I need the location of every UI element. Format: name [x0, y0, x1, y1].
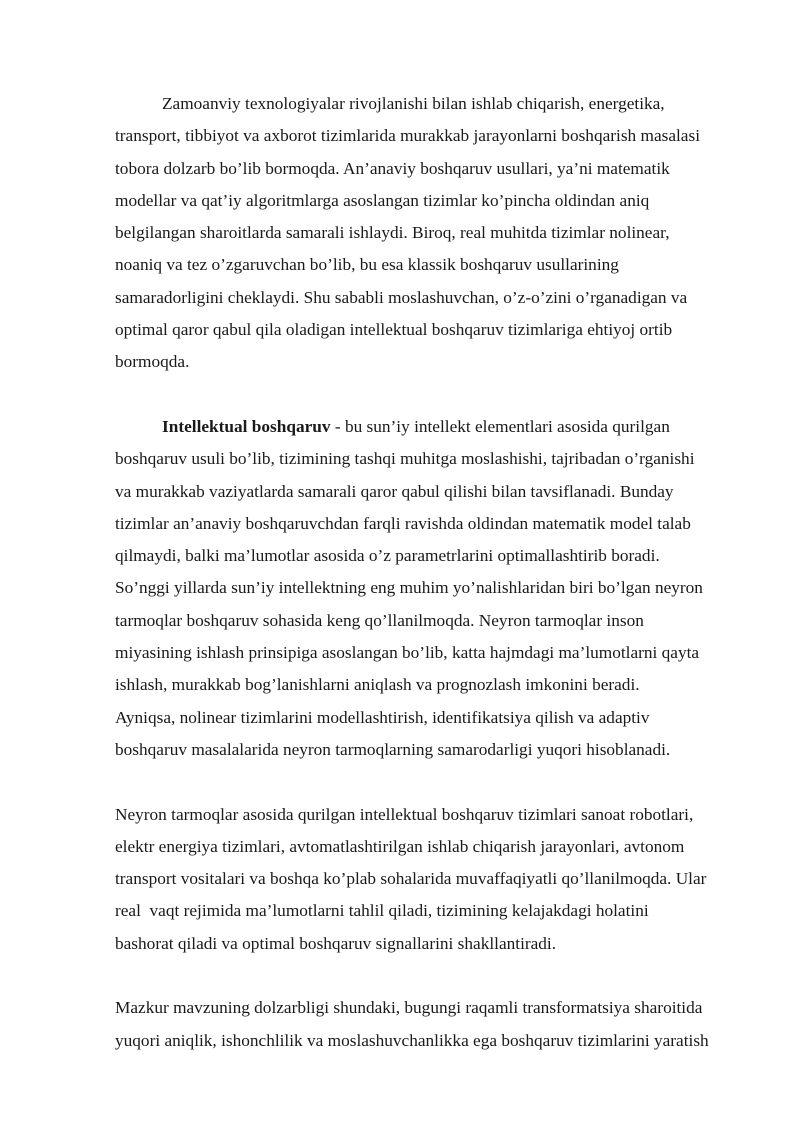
- paragraph-applications: [115, 799, 767, 960]
- paragraph-relevance: [115, 992, 767, 1057]
- paragraph-gap: [115, 379, 767, 411]
- text-line: [115, 411, 767, 443]
- text-line: ishlash, murakkab bog’lanishlarni aniqlash va prognozlash imkonini beradi.: [115, 675, 640, 695]
- text-line: Zamoanviy texnologiyalar rivojlanishi bilan ishlab chiqarish, energetika,: [162, 94, 665, 113]
- text-line: Ayniqsa, nolinear tizimlarini modellashtirish, identifikatsiya qilish va adaptiv: [115, 707, 650, 727]
- text-line: yuqori aniqlik, ishonchlilik va moslashuvchanlikka ega boshqaruv tizimlarini yaratish: [115, 1030, 709, 1050]
- paragraph-gap: [115, 960, 767, 992]
- text-line: bormoqda.: [115, 352, 190, 372]
- text-line: elektr energiya tizimlari, avtomatlashtirilgan ishlab chiqarish jarayonlari, avtonom: [115, 836, 685, 856]
- paragraph-gap: [115, 766, 767, 798]
- text-line: optimal qaror qabul qila oladigan intellektual boshqaruv tizimlariga ehtiyoj ortib: [115, 320, 673, 340]
- definition-text: - bu sun’iy intellekt elementlari asosida qurilgan: [330, 416, 670, 436]
- paragraph-definition: [115, 411, 767, 766]
- text-line: transport vositalari va boshqa ko’plab sohalarida muvaffaqiyatli qo’llanilmoqda. Ular: [115, 869, 707, 889]
- text-line: miyasining ishlash prinsipiga asoslangan bo’lib, katta hajmdagi ma’lumotlarni qayta: [115, 643, 700, 663]
- text-line: bashorat qiladi va optimal boshqaruv signallarini shakllantiradi.: [115, 933, 557, 953]
- text-line: real vaqt rejimida ma’lumotlarni tahlil qiladi, tizimining kelajakdagi holatini: [115, 901, 649, 921]
- text-line: tobora dolzarb bo’lib bormoqda. An’anaviy boshqaruv usullari, ya’ni matematik: [115, 158, 670, 178]
- defined-term: Intellektual boshqaruv: [162, 416, 331, 436]
- text-line: transport, tibbiyot va axborot tizimlarida murakkab jarayonlarni boshqarish masalasi: [115, 126, 701, 146]
- text-line: samaradorligini cheklaydi. Shu sababli moslashuvchan, o’z-o’zini o’rganadigan va: [115, 287, 688, 307]
- text-line: Neyron tarmoqlar asosida qurilgan intellektual boshqaruv tizimlari sanoat robotlari,: [115, 804, 694, 824]
- text-line: So’nggi yillarda sun’iy intellektning eng muhim yo’nalishlaridan biri bo’lgan neyron: [115, 578, 703, 598]
- text-line: Mazkur mavzuning dolzarbligi shundaki, bugungi raqamli transformatsiya sharoitida: [115, 998, 703, 1018]
- text-line: tizimlar an’anaviy boshqaruvchdan farqli ravishda oldindan matematik model talab: [115, 513, 691, 533]
- paragraph-intro: [115, 88, 767, 379]
- text-line: va murakkab vaziyatlarda samarali qaror qabul qilishi bilan tavsiflanadi. Bunday: [115, 481, 674, 501]
- text-line: belgilangan sharoitlarda samarali ishlaydi. Biroq, real muhitda tizimlar nolinear,: [115, 223, 670, 243]
- text-line: boshqaruv usuli bo’lib, tizimining tashqi muhitga moslashishi, tajribadan o’rganishi: [115, 449, 695, 469]
- text-line: modellar va qat’iy algoritmlarga asoslangan tizimlar ko’pincha oldindan aniq: [115, 190, 650, 210]
- text-line: boshqaruv masalalarida neyron tarmoqlarning samarodarligi yuqori hisoblanadi.: [115, 739, 671, 759]
- document-page: [115, 88, 767, 1057]
- text-line: tarmoqlar boshqaruv sohasida keng qo’llanilmoqda. Neyron tarmoqlar inson: [115, 610, 644, 630]
- text-line: noaniq va tez o’zgaruvchan bo’lib, bu esa klassik boshqaruv usullarining: [115, 255, 619, 275]
- text-line: qilmaydi, balki ma’lumotlar asosida o’z parametrlarini optimallashtirib boradi.: [115, 546, 660, 566]
